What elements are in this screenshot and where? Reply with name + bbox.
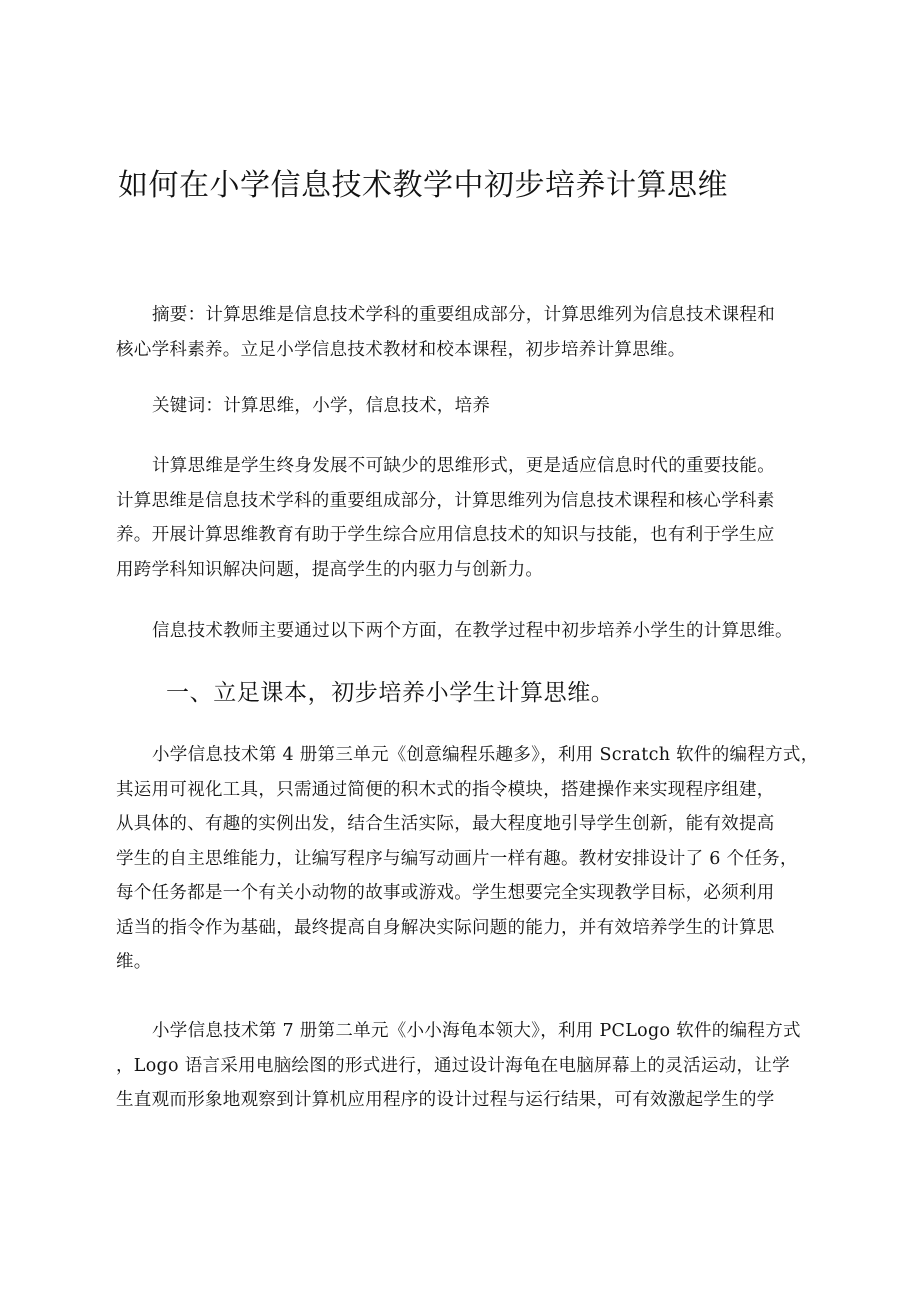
scratch-line: 学生的自主思维能力，让编写程序与编写动画片一样有趣。教材安排设计了 6 个任务， [116, 848, 798, 869]
intro-line: 计算思维是信息技术学科的重要组成部分，计算思维列为信息技术课程和核心学科素 [116, 490, 775, 511]
scratch-line: 小学信息技术第 4 册第三单元《创意编程乐趣多》，利用 Scratch 软件的编程方式， [152, 745, 819, 765]
intro-line: 养。开展计算思维教育有助于学生综合应用信息技术的知识与技能，也有利于学生应 [116, 525, 775, 545]
scratch-line: 维。 [116, 952, 152, 972]
scratch-line: 从具体的、有趣的实例出发，结合生活实际，最大程度地引导学生创新，能有效提高 [116, 814, 775, 834]
overview-paragraph [116, 614, 816, 649]
scratch-line: 每个任务都是一个有关小动物的故事或游戏。学生想要完全实现教学目标，必须利用 [116, 883, 775, 903]
keywords-paragraph [116, 389, 816, 424]
intro-line: 计算思维是学生终身发展不可缺少的思维形式，更是适应信息时代的重要技能。 [152, 456, 775, 476]
pclogo-paragraph [116, 1014, 816, 1118]
section-heading: 一、立足课本，初步培养小学生计算思维。 [166, 680, 615, 706]
scratch-line: 其运用可视化工具，只需通过简便的积木式的指令模块，搭建操作来实现程序组建， [116, 779, 775, 800]
pclogo-line: 生直观而形象地观察到计算机应用程序的设计过程与运行结果，可有效激起学生的学 [116, 1090, 775, 1110]
pclogo-line: ，Logo 语言采用电脑绘图的形式进行，通过设计海龟在电脑屏幕上的灵活运动，让学 [116, 1055, 790, 1076]
document-title: 如何在小学信息技术教学中初步培养计算思维 [118, 168, 728, 203]
abstract-line: 摘要：计算思维是信息技术学科的重要组成部分，计算思维列为信息技术课程和 [152, 305, 775, 325]
overview-line: 信息技术教师主要通过以下两个方面，在教学过程中初步培养小学生的计算思维。 [152, 621, 793, 641]
abstract-line: 核心学科素养。立足小学信息技术教材和校本课程，初步培养计算思维。 [116, 339, 686, 360]
abstract-paragraph [116, 298, 816, 367]
scratch-paragraph [116, 738, 819, 980]
keywords-line: 关键词：计算思维，小学，信息技术，培养 [152, 396, 491, 416]
intro-line: 用跨学科知识解决问题，提高学生的内驱力与创新力。 [116, 559, 544, 580]
pclogo-line: 小学信息技术第 7 册第二单元《小小海龟本领大》，利用 PCLogo 软件的编程方式 [152, 1021, 801, 1041]
scratch-line: 适当的指令作为基础，最终提高自身解决实际问题的能力，并有效培养学生的计算思 [116, 917, 775, 938]
intro-paragraph [116, 449, 816, 587]
